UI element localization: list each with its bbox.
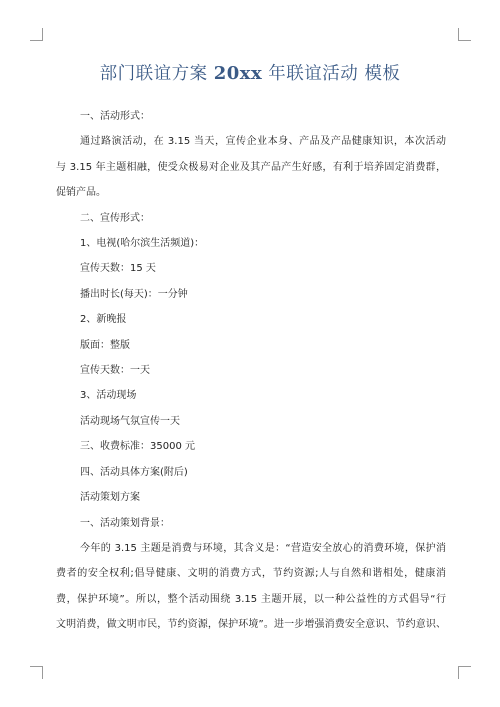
body-line: 今年的 3.15 主题是消费与环境，其含义是：“营造安全放心的消费环境，保护消 [80, 542, 446, 554]
body-line: 版面：整版 [80, 339, 130, 351]
body-line: 促销产品。 [56, 187, 106, 199]
body-line: 一、活动形式： [80, 111, 150, 122]
body-line: 宣传天数：一天 [80, 365, 150, 377]
document-title [0, 62, 500, 86]
document-body [56, 104, 446, 638]
body-line: 活动现场气氛宣传一天 [80, 415, 180, 427]
crop-mark-top-right [458, 28, 471, 41]
crop-mark-bottom-right [458, 666, 471, 679]
body-line: 费，保护环境”。所以，整个活动围绕 3.15 主题开展，以一种公益性的方式倡导“行 [56, 593, 446, 605]
body-line: 与 3.15 年主题相融，使受众极易对企业及其产品产生好感，有利于培养固定消费群， [56, 161, 446, 173]
body-line: 二、宣传形式： [80, 212, 150, 224]
title-suffix: 年联谊活动 模板 [262, 64, 401, 84]
body-line: 宣传天数：15 天 [80, 263, 156, 275]
body-line: 四、活动具体方案(附后) [80, 466, 188, 478]
crop-mark-bottom-left [30, 666, 43, 679]
body-line: 一、活动策划背景： [80, 517, 170, 529]
body-line: 通过路演活动，在 3.15 当天，宣传企业本身、产品及产品健康知识，本次活动 [80, 136, 446, 148]
body-line: 2、新晚报 [80, 314, 127, 326]
body-line: 播出时长(每天)：一分钟 [80, 288, 188, 300]
title-year: 20xx [213, 63, 263, 84]
body-line: 文明消费，做文明市民，节约资源，保护环境”。进一步增强消费安全意识、节约意识、 [56, 619, 446, 631]
crop-mark-top-left [30, 28, 43, 41]
body-line: 三、收费标准：35000 元 [80, 441, 195, 453]
body-line: 1、电视(哈尔滨生活频道)： [80, 238, 205, 250]
body-line: 活动策划方案 [80, 492, 140, 504]
body-line: 3、活动现场 [80, 390, 137, 402]
title-prefix: 部门联谊方案 [99, 64, 214, 84]
body-line: 费者的安全权利;倡导健康、文明的消费方式，节约资源;人与自然和谐相处，健康消 [56, 568, 446, 580]
